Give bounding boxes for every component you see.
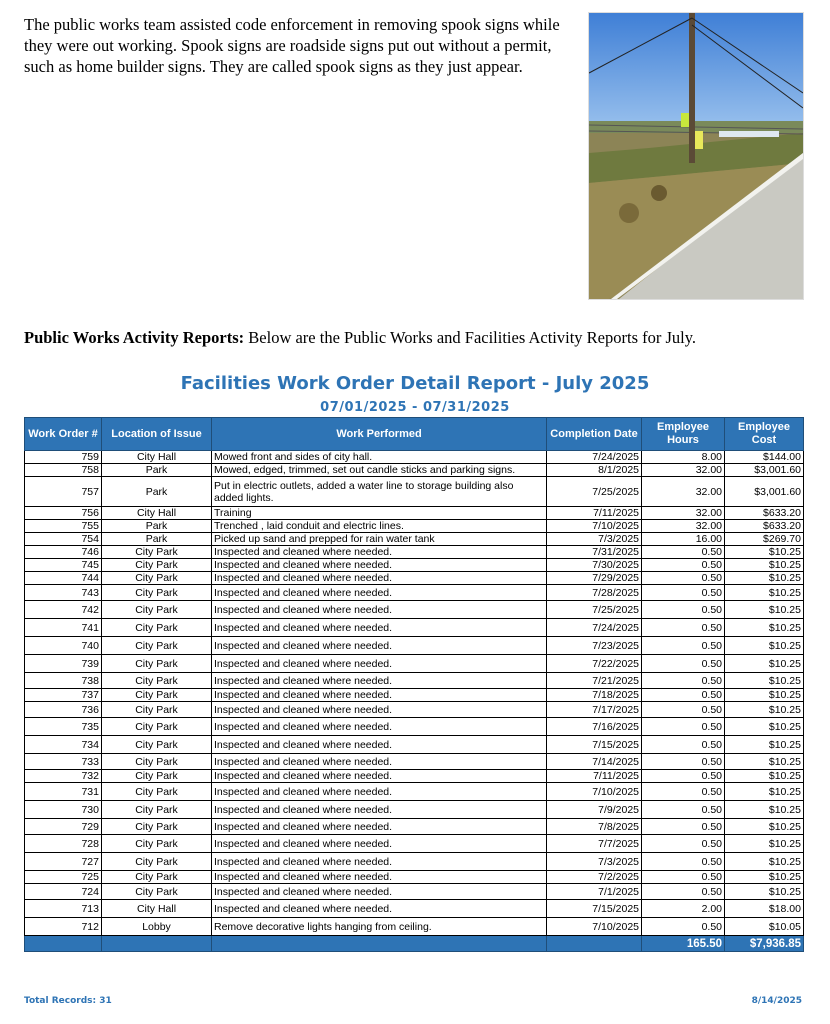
cell-work-order: 732 (25, 770, 102, 783)
cell-employee-cost: $10.25 (725, 819, 804, 835)
cell-completion-date: 7/18/2025 (547, 689, 642, 702)
cell-work-performed: Inspected and cleaned where needed. (212, 770, 547, 783)
cell-completion-date: 7/22/2025 (547, 655, 642, 673)
cell-employee-cost: $10.25 (725, 585, 804, 601)
totals-blank (25, 936, 102, 952)
cell-work-performed: Remove decorative lights hanging from ceiling. (212, 918, 547, 936)
intro-paragraph: The public works team assisted code enforcement in removing spook signs while they were out working. Spook signs are roadside signs put out without a permit, such as home builder signs. They are called spook signs as they just appear. (24, 15, 560, 76)
cell-work-performed: Inspected and cleaned where needed. (212, 546, 547, 559)
cell-work-order: 712 (25, 918, 102, 936)
cell-completion-date: 7/2/2025 (547, 871, 642, 884)
cell-employee-cost: $10.25 (725, 871, 804, 884)
cell-employee-hours: 32.00 (642, 507, 725, 520)
cell-employee-cost: $10.25 (725, 783, 804, 801)
cell-employee-hours: 32.00 (642, 520, 725, 533)
table-row (25, 451, 804, 464)
cell-employee-hours: 32.00 (642, 464, 725, 477)
cell-completion-date: 7/21/2025 (547, 673, 642, 689)
cell-work-performed: Inspected and cleaned where needed. (212, 585, 547, 601)
cell-completion-date: 7/8/2025 (547, 819, 642, 835)
cell-completion-date: 7/9/2025 (547, 801, 642, 819)
table-row (25, 918, 804, 936)
cell-employee-cost: $10.25 (725, 770, 804, 783)
table-row (25, 884, 804, 900)
cell-work-performed: Inspected and cleaned where needed. (212, 835, 547, 853)
cell-work-order: 738 (25, 673, 102, 689)
section-heading (24, 328, 814, 348)
cell-location: City Park (102, 585, 212, 601)
cell-completion-date: 7/10/2025 (547, 918, 642, 936)
cell-employee-cost: $10.25 (725, 601, 804, 619)
cell-work-order: 736 (25, 702, 102, 718)
report-title: Facilities Work Order Detail Report - July 2025 (180, 373, 650, 394)
cell-work-performed: Inspected and cleaned where needed. (212, 559, 547, 572)
cell-work-performed: Inspected and cleaned where needed. (212, 754, 547, 770)
cell-work-performed: Inspected and cleaned where needed. (212, 718, 547, 736)
cell-location: City Park (102, 718, 212, 736)
cell-completion-date: 7/7/2025 (547, 835, 642, 853)
cell-completion-date: 7/3/2025 (547, 853, 642, 871)
table-row (25, 619, 804, 637)
cell-location: City Park (102, 801, 212, 819)
cell-location: City Park (102, 853, 212, 871)
cell-work-order: 728 (25, 835, 102, 853)
table-row (25, 601, 804, 619)
cell-work-order: 729 (25, 819, 102, 835)
table-row (25, 572, 804, 585)
cell-work-performed: Picked up sand and prepped for rain water tank (212, 533, 547, 546)
cell-completion-date: 7/10/2025 (547, 783, 642, 801)
table-row (25, 546, 804, 559)
cell-location: City Park (102, 884, 212, 900)
cell-work-performed: Inspected and cleaned where needed. (212, 783, 547, 801)
cell-employee-hours: 0.50 (642, 770, 725, 783)
cell-work-order: 735 (25, 718, 102, 736)
totals-blank (547, 936, 642, 952)
cell-work-order: 713 (25, 900, 102, 918)
cell-location: City Park (102, 637, 212, 655)
cell-employee-hours: 0.50 (642, 546, 725, 559)
cell-completion-date: 7/31/2025 (547, 546, 642, 559)
cell-employee-hours: 2.00 (642, 900, 725, 918)
cell-completion-date: 7/23/2025 (547, 637, 642, 655)
cell-work-order: 727 (25, 853, 102, 871)
cell-employee-cost: $10.25 (725, 835, 804, 853)
cell-employee-cost: $10.25 (725, 689, 804, 702)
cell-location: City Park (102, 546, 212, 559)
totals-blank (212, 936, 547, 952)
col-work-performed: Work Performed (212, 418, 547, 451)
cell-work-order: 739 (25, 655, 102, 673)
cell-employee-hours: 0.50 (642, 801, 725, 819)
table-row (25, 900, 804, 918)
cell-location: City Park (102, 871, 212, 884)
table-row (25, 871, 804, 884)
cell-employee-cost: $10.25 (725, 754, 804, 770)
table-row (25, 819, 804, 835)
cell-completion-date: 7/29/2025 (547, 572, 642, 585)
col-work-order: Work Order # (25, 418, 102, 451)
table-row (25, 520, 804, 533)
cell-work-order: 757 (25, 477, 102, 507)
cell-work-order: 743 (25, 585, 102, 601)
cell-location: City Hall (102, 451, 212, 464)
cell-work-performed: Inspected and cleaned where needed. (212, 637, 547, 655)
cell-location: City Park (102, 819, 212, 835)
table-row (25, 673, 804, 689)
total-cost: $7,936.85 (725, 936, 804, 952)
cell-work-order: 737 (25, 689, 102, 702)
cell-completion-date: 7/25/2025 (547, 601, 642, 619)
cell-employee-hours: 16.00 (642, 533, 725, 546)
cell-location: City Park (102, 655, 212, 673)
cell-work-order: 746 (25, 546, 102, 559)
cell-employee-cost: $10.05 (725, 918, 804, 936)
table-row (25, 637, 804, 655)
cell-employee-hours: 0.50 (642, 871, 725, 884)
cell-completion-date: 7/11/2025 (547, 770, 642, 783)
cell-location: City Park (102, 559, 212, 572)
table-row (25, 835, 804, 853)
cell-work-performed: Inspected and cleaned where needed. (212, 884, 547, 900)
cell-work-order: 755 (25, 520, 102, 533)
cell-work-performed: Mowed front and sides of city hall. (212, 451, 547, 464)
cell-work-performed: Inspected and cleaned where needed. (212, 655, 547, 673)
cell-work-order: 754 (25, 533, 102, 546)
cell-employee-hours: 0.50 (642, 853, 725, 871)
table-row (25, 853, 804, 871)
cell-employee-hours: 0.50 (642, 718, 725, 736)
cell-work-order: 733 (25, 754, 102, 770)
cell-employee-cost: $10.25 (725, 884, 804, 900)
cell-location: City Hall (102, 507, 212, 520)
cell-work-performed: Trenched , laid conduit and electric lines. (212, 520, 547, 533)
cell-employee-hours: 0.50 (642, 835, 725, 853)
cell-location: City Park (102, 619, 212, 637)
cell-work-performed: Inspected and cleaned where needed. (212, 801, 547, 819)
table-row (25, 689, 804, 702)
cell-employee-hours: 0.50 (642, 559, 725, 572)
cell-location: Park (102, 464, 212, 477)
section-heading-text: Below are the Public Works and Facilities Activity Reports for July. (244, 328, 697, 347)
table-header-row (25, 418, 804, 451)
total-records: Total Records: 31 (24, 996, 112, 1006)
cell-employee-hours: 0.50 (642, 655, 725, 673)
table-row (25, 655, 804, 673)
cell-work-order: 756 (25, 507, 102, 520)
cell-employee-cost: $10.25 (725, 736, 804, 754)
cell-completion-date: 7/30/2025 (547, 559, 642, 572)
table-row (25, 754, 804, 770)
cell-work-performed: Inspected and cleaned where needed. (212, 819, 547, 835)
cell-work-performed: Inspected and cleaned where needed. (212, 871, 547, 884)
cell-work-order: 734 (25, 736, 102, 754)
cell-work-order: 744 (25, 572, 102, 585)
cell-work-performed: Inspected and cleaned where needed. (212, 853, 547, 871)
cell-employee-hours: 0.50 (642, 736, 725, 754)
cell-employee-hours: 0.50 (642, 689, 725, 702)
cell-employee-cost: $10.25 (725, 559, 804, 572)
cell-completion-date: 7/15/2025 (547, 900, 642, 918)
cell-location: City Park (102, 689, 212, 702)
cell-work-performed: Inspected and cleaned where needed. (212, 601, 547, 619)
total-hours: 165.50 (642, 936, 725, 952)
cell-location: City Park (102, 783, 212, 801)
totals-blank (102, 936, 212, 952)
cell-work-order: 731 (25, 783, 102, 801)
table-row (25, 718, 804, 736)
table-row (25, 736, 804, 754)
cell-work-performed: Put in electric outlets, added a water line to storage building also added lights. (212, 477, 547, 507)
cell-work-performed: Training (212, 507, 547, 520)
cell-completion-date: 7/15/2025 (547, 736, 642, 754)
cell-employee-cost: $633.20 (725, 520, 804, 533)
cell-employee-hours: 0.50 (642, 585, 725, 601)
cell-work-performed: Inspected and cleaned where needed. (212, 736, 547, 754)
roadside-sign-photo (588, 12, 804, 300)
totals-row (25, 936, 804, 952)
cell-work-order: 758 (25, 464, 102, 477)
table-row (25, 464, 804, 477)
table-row (25, 585, 804, 601)
cell-completion-date: 7/17/2025 (547, 702, 642, 718)
cell-completion-date: 7/28/2025 (547, 585, 642, 601)
cell-employee-hours: 0.50 (642, 572, 725, 585)
cell-location: City Park (102, 835, 212, 853)
cell-employee-cost: $269.70 (725, 533, 804, 546)
cell-employee-cost: $633.20 (725, 507, 804, 520)
cell-employee-cost: $10.25 (725, 619, 804, 637)
cell-location: City Park (102, 601, 212, 619)
cell-work-performed: Inspected and cleaned where needed. (212, 673, 547, 689)
report-date-range: 07/01/2025 - 07/31/2025 (320, 400, 510, 415)
table-row (25, 783, 804, 801)
table-row (25, 533, 804, 546)
cell-location: Lobby (102, 918, 212, 936)
cell-work-performed: Inspected and cleaned where needed. (212, 619, 547, 637)
cell-completion-date: 7/24/2025 (547, 451, 642, 464)
cell-employee-hours: 0.50 (642, 637, 725, 655)
cell-work-performed: Inspected and cleaned where needed. (212, 572, 547, 585)
cell-employee-cost: $3,001.60 (725, 464, 804, 477)
cell-employee-hours: 0.50 (642, 673, 725, 689)
cell-employee-cost: $10.25 (725, 718, 804, 736)
cell-employee-hours: 0.50 (642, 754, 725, 770)
col-location: Location of Issue (102, 418, 212, 451)
cell-completion-date: 8/1/2025 (547, 464, 642, 477)
table-row (25, 770, 804, 783)
col-completion-date: Completion Date (547, 418, 642, 451)
report-print-date: 8/14/2025 (751, 996, 802, 1006)
cell-location: City Hall (102, 900, 212, 918)
cell-employee-hours: 0.50 (642, 884, 725, 900)
cell-employee-cost: $10.25 (725, 572, 804, 585)
cell-completion-date: 7/3/2025 (547, 533, 642, 546)
table-row (25, 702, 804, 718)
cell-employee-hours: 0.50 (642, 619, 725, 637)
work-order-table (24, 417, 804, 952)
cell-work-order: 730 (25, 801, 102, 819)
table-row (25, 477, 804, 507)
cell-work-performed: Mowed, edged, trimmed, set out candle sticks and parking signs. (212, 464, 547, 477)
cell-location: Park (102, 477, 212, 507)
cell-employee-cost: $10.25 (725, 655, 804, 673)
cell-completion-date: 7/14/2025 (547, 754, 642, 770)
cell-completion-date: 7/11/2025 (547, 507, 642, 520)
cell-location: Park (102, 520, 212, 533)
cell-location: City Park (102, 572, 212, 585)
cell-employee-cost: $10.25 (725, 637, 804, 655)
cell-location: City Park (102, 673, 212, 689)
cell-employee-hours: 0.50 (642, 918, 725, 936)
cell-completion-date: 7/16/2025 (547, 718, 642, 736)
cell-work-performed: Inspected and cleaned where needed. (212, 900, 547, 918)
cell-employee-hours: 8.00 (642, 451, 725, 464)
section-heading-bold: Public Works Activity Reports: (24, 328, 245, 347)
cell-completion-date: 7/25/2025 (547, 477, 642, 507)
cell-location: City Park (102, 702, 212, 718)
cell-employee-hours: 32.00 (642, 477, 725, 507)
cell-work-order: 741 (25, 619, 102, 637)
cell-work-order: 740 (25, 637, 102, 655)
cell-work-order: 724 (25, 884, 102, 900)
cell-employee-cost: $3,001.60 (725, 477, 804, 507)
table-row (25, 559, 804, 572)
cell-employee-cost: $18.00 (725, 900, 804, 918)
cell-work-order: 725 (25, 871, 102, 884)
cell-completion-date: 7/24/2025 (547, 619, 642, 637)
cell-employee-hours: 0.50 (642, 783, 725, 801)
cell-location: City Park (102, 770, 212, 783)
cell-employee-cost: $10.25 (725, 853, 804, 871)
col-employee-hours: Employee Hours (642, 418, 725, 451)
cell-employee-cost: $10.25 (725, 702, 804, 718)
cell-employee-cost: $10.25 (725, 673, 804, 689)
col-employee-cost: Employee Cost (725, 418, 804, 451)
cell-employee-cost: $10.25 (725, 801, 804, 819)
cell-employee-cost: $144.00 (725, 451, 804, 464)
cell-work-order: 759 (25, 451, 102, 464)
cell-location: City Park (102, 736, 212, 754)
cell-work-performed: Inspected and cleaned where needed. (212, 702, 547, 718)
table-row (25, 801, 804, 819)
cell-location: City Park (102, 754, 212, 770)
cell-work-order: 745 (25, 559, 102, 572)
cell-employee-cost: $10.25 (725, 546, 804, 559)
cell-completion-date: 7/10/2025 (547, 520, 642, 533)
cell-employee-hours: 0.50 (642, 819, 725, 835)
cell-work-performed: Inspected and cleaned where needed. (212, 689, 547, 702)
cell-completion-date: 7/1/2025 (547, 884, 642, 900)
cell-work-order: 742 (25, 601, 102, 619)
cell-location: Park (102, 533, 212, 546)
cell-employee-hours: 0.50 (642, 601, 725, 619)
cell-employee-hours: 0.50 (642, 702, 725, 718)
table-row (25, 507, 804, 520)
